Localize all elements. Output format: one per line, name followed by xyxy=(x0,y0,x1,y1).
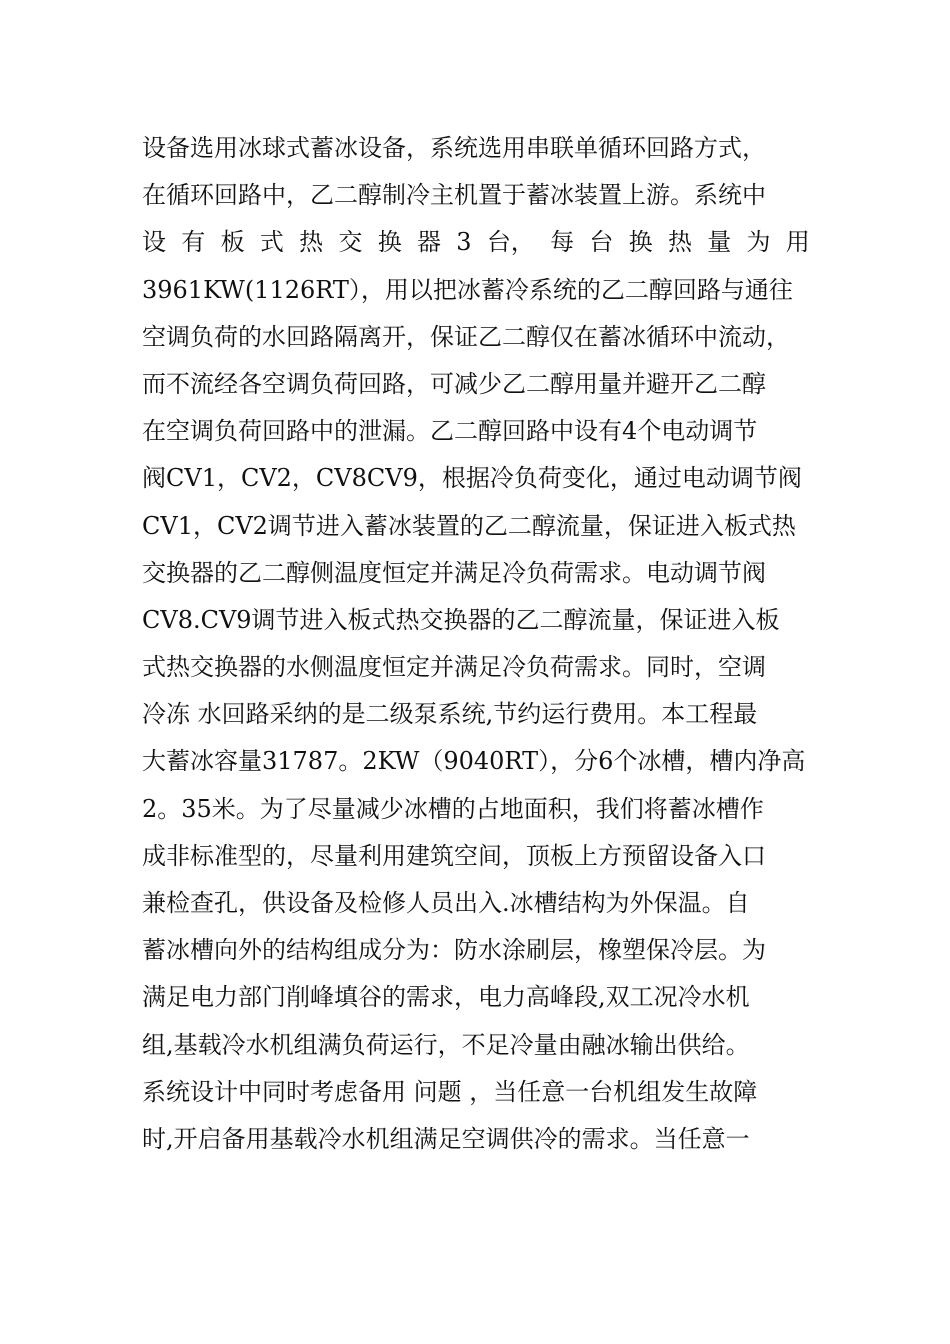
text-token: 每 xyxy=(550,228,575,257)
text-line-2: 在循环回路中，乙二醇制冷主机置于蓄冰装置上游。系统中 xyxy=(142,181,766,210)
text-line-12: 式热交换器的水侧温度恒定并满足冷负荷需求。同时，空调 xyxy=(142,653,766,682)
text-token: 热 xyxy=(667,228,692,257)
text-token: 设 xyxy=(142,228,166,257)
text-line-16: 成非标准型的，尽量利用建筑空间，顶板上方预留设备入口 xyxy=(142,841,766,870)
text-token: 3 xyxy=(456,228,472,257)
text-line-14: 大蓄冰容量31787。2KW（9040RT），分6个冰槽，槽内净高 xyxy=(142,747,806,776)
text-line-5: 空调负荷的水回路隔离开，保证乙二醇仅在蓄冰循环中流动， xyxy=(142,322,790,351)
text-line-9: CV1，CV2调节进入蓄冰装置的乙二醇流量，保证进入板式热 xyxy=(142,511,796,540)
body-text xyxy=(142,125,810,1163)
text-line-1: 设备选用冰球式蓄冰设备，系统选用串联单循环回路方式， xyxy=(142,134,766,162)
text-line-22: 时,开启备用基载冷水机组满足空调供冷的需求。当任意一 xyxy=(142,1124,750,1153)
text-line-17: 兼检查孔，供设备及检修人员出入.冰槽结构为外保温。自 xyxy=(142,889,750,917)
text-token: 式 xyxy=(259,228,284,257)
text-token: 热 xyxy=(299,228,324,257)
text-token: 换 xyxy=(628,228,653,257)
text-token: 用 xyxy=(785,228,810,257)
text-token: 交 xyxy=(338,228,363,257)
text-line-8: 阀CV1，CV2，CV8CV9，根据冷负荷变化，通过电动调节阀 xyxy=(142,464,802,493)
text-line-7: 在空调负荷回路中的泄漏。乙二醇回路中设有4个电动调节 xyxy=(142,417,758,446)
text-line-21: 系统设计中同时考虑备用 问题 ，当任意一台机组发生故障 xyxy=(142,1077,758,1106)
text-token: 为 xyxy=(746,228,771,257)
text-line-6: 而不流经各空调负荷回路，可减少乙二醇用量并避开乙二醇 xyxy=(142,369,766,398)
text-token: 量 xyxy=(707,228,732,257)
text-line-19: 满足电力部门削峰填谷的需求，电力高峰段,双工况冷水机 xyxy=(142,983,750,1012)
text-token: 台 xyxy=(589,228,614,257)
text-line-11: CV8.CV9调节进入板式热交换器的乙二醇流量，保证进入板 xyxy=(142,605,780,634)
text-token: 台， xyxy=(486,228,535,257)
text-line-4: 3961KW(1126RT），用以把冰蓄冷系统的乙二醇回路与通往 xyxy=(142,275,793,304)
text-token: 板 xyxy=(220,228,245,257)
text-line-3 xyxy=(142,219,810,266)
text-token: 有 xyxy=(181,228,206,257)
text-line-13: 冷冻 水回路采纳的是二级泵系统,节约运行费用。本工程最 xyxy=(142,700,758,729)
text-line-10: 交换器的乙二醇侧温度恒定并满足冷负荷需求。电动调节阀 xyxy=(142,558,766,587)
text-line-15: 2。35米。为了尽量减少冰槽的占地面积，我们将蓄冰槽作 xyxy=(142,794,764,823)
text-line-20: 组,基载冷水机组满负荷运行，不足冷量由融冰输出供给。 xyxy=(142,1030,750,1059)
text-line-18: 蓄冰槽向外的结构组成分为：防水涂刷层，橡塑保冷层。为 xyxy=(142,936,766,965)
text-token: 器 xyxy=(416,228,441,257)
text-token: 换 xyxy=(377,228,402,257)
